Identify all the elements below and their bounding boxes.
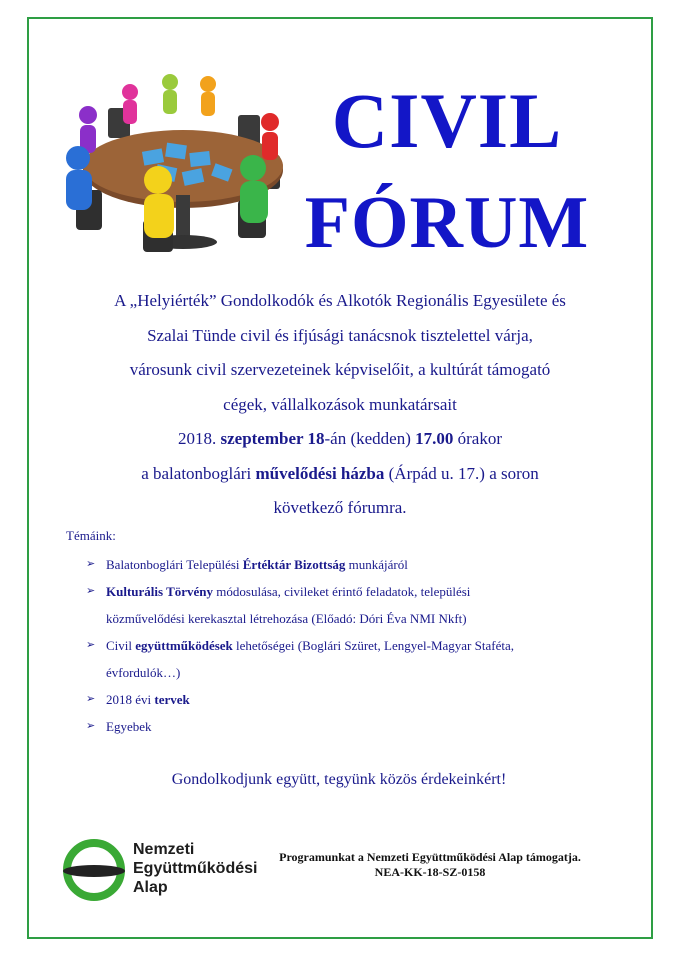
arrow-bullet-icon: ➢ [86, 720, 96, 732]
topics-heading: Témáink: [66, 528, 116, 543]
date-year: 2018. [177, 429, 221, 448]
topic-text: lehetőségei (Boglári Szüret, Lengyel-Magyar Staféta, [232, 638, 514, 653]
topic-item [84, 713, 624, 740]
intro-line: A „Helyiérték” Gondolkodók és Alkotók Regionális Egyesülete és [114, 291, 566, 310]
topic-text: Balatonboglári Települési [106, 557, 243, 572]
date-day: szeptember 18 [220, 429, 325, 448]
nea-circle-logo-icon [60, 836, 128, 904]
venue-address: (Árpád u. 17.) a soron [384, 463, 539, 483]
support-notice [240, 850, 620, 880]
date-time-line [50, 422, 630, 457]
arrow-bullet-icon: ➢ [86, 585, 96, 597]
intro-line: Szalai Tünde civil és ifjúsági tanácsnok tisztelettel várja, [147, 325, 533, 345]
venue-prefix: a balatonboglári [141, 463, 256, 483]
nea-logo-text [133, 840, 257, 897]
topic-item [84, 632, 624, 686]
topic-text: évfordulók…) [106, 665, 181, 680]
venue-line [50, 457, 630, 492]
grant-id: NEA-KK-18-SZ-0158 [374, 865, 486, 879]
topic-item [84, 578, 624, 632]
title-forum: FÓRUM [304, 182, 590, 264]
topics-list [84, 551, 624, 740]
topic-item [84, 551, 624, 578]
invitation-text [50, 284, 630, 526]
topic-item [84, 686, 624, 713]
topic-text: Egyebek [106, 719, 152, 734]
logo-line: Együttműködési [133, 860, 258, 877]
topic-text: módosulása, civileket érintő feladatok, települési [213, 584, 471, 599]
arrow-bullet-icon: ➢ [86, 558, 96, 570]
topic-highlight: Értéktár Bizottság [242, 557, 346, 572]
time-suffix: órakor [453, 429, 503, 448]
topic-text: közművelődési kerekasztal létrehozása (Előadó: Dóri Éva NMI Nkft) [106, 611, 467, 626]
topic-text: 2018 évi [106, 692, 155, 707]
topic-highlight: tervek [154, 692, 190, 707]
event-time: 17.00 [415, 429, 454, 448]
title-civil: CIVIL [331, 77, 563, 164]
logo-line: Nemzeti [133, 841, 195, 858]
arrow-bullet-icon: ➢ [86, 693, 96, 705]
topic-text: munkájáról [345, 557, 408, 572]
topic-text: Civil [106, 638, 136, 653]
intro-line: városunk civil szervezeteinek képviselőit, a kultúrát támogató [129, 360, 551, 379]
intro-line: következő fórumra. [273, 498, 407, 517]
support-line: Programunkat a Nemzeti Együttműködési Alap támogatja. [279, 850, 581, 864]
logo-line: Alap [133, 879, 168, 896]
motto: Gondolkodjunk együtt, tegyünk közös érdekeinkért! [171, 771, 507, 788]
meeting-table-people-puzzle-icon [48, 70, 298, 255]
arrow-bullet-icon: ➢ [86, 639, 96, 651]
topic-highlight: együttműködések [135, 638, 233, 653]
date-weekday: -án (kedden) [324, 429, 416, 448]
intro-line: cégek, vállalkozások munkatársait [223, 394, 457, 414]
topic-highlight: Kulturális Törvény [106, 584, 214, 599]
venue-name: művelődési házba [255, 463, 385, 483]
